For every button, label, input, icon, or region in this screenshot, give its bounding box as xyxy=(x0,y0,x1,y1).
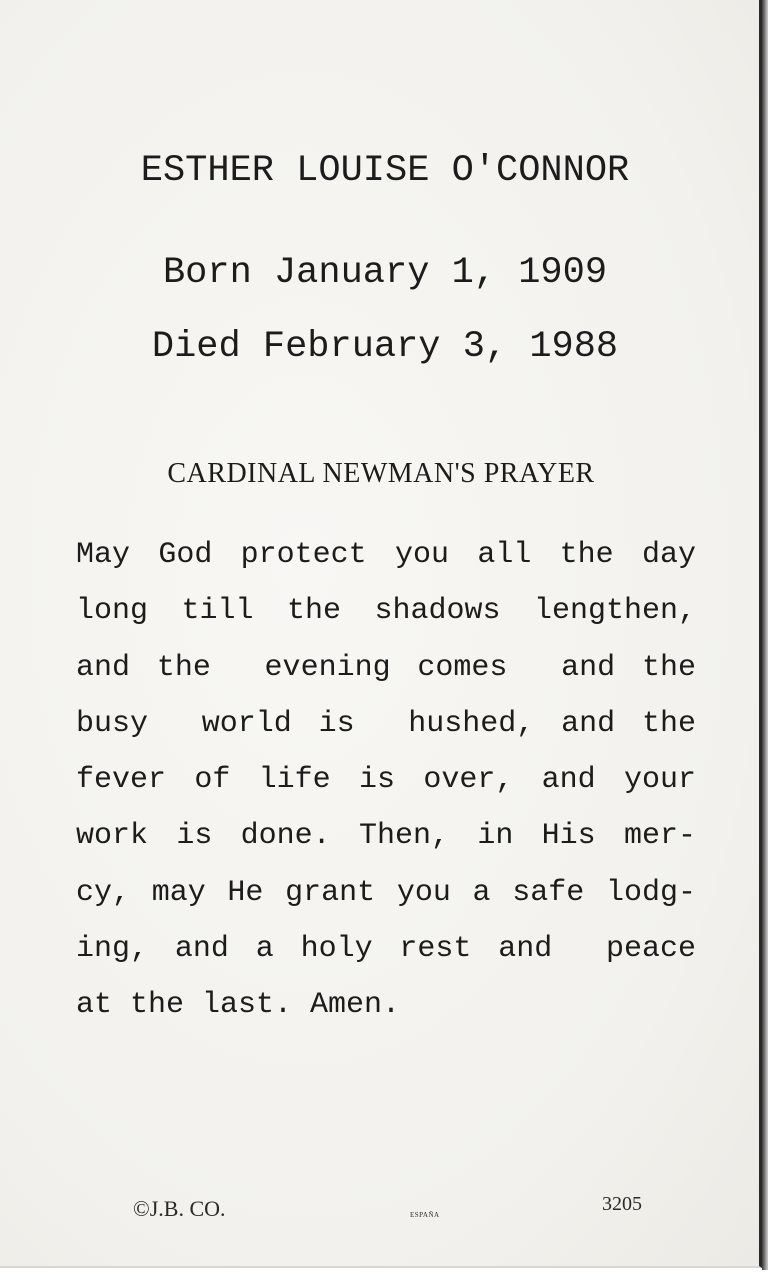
prayer-line: at the last. Amen. xyxy=(76,988,401,1023)
death-date: Died February 3, 1988 xyxy=(151,326,619,368)
prayer-line: work is done. Then, in His mer- xyxy=(76,819,696,854)
origin-mark: ESPAÑA xyxy=(410,1211,440,1219)
prayer-line: ing, and a holy rest and peace xyxy=(76,932,696,967)
prayer-title: CARDINAL NEWMAN'S PRAYER xyxy=(167,458,595,489)
prayer-line: fever of life is over, and your xyxy=(76,763,696,798)
copyright-mark: ©J.B. CO. xyxy=(133,1196,226,1221)
prayer-text xyxy=(76,533,696,1040)
catalog-number: 3205 xyxy=(602,1193,642,1215)
prayer-line: long till the shadows lengthen, xyxy=(76,594,696,629)
prayer-line: cy, may He grant you a safe lodg- xyxy=(76,875,696,910)
prayer-line: May God protect you all the day xyxy=(76,538,696,572)
deceased-name: ESTHER LOUISE O'CONNOR xyxy=(140,150,630,192)
prayer-line: and the evening comes and the xyxy=(76,650,696,685)
birth-date: Born January 1, 1909 xyxy=(162,252,608,294)
card-edge-shadow xyxy=(762,0,768,1270)
prayer-line: busy world is hushed, and the xyxy=(76,706,696,741)
